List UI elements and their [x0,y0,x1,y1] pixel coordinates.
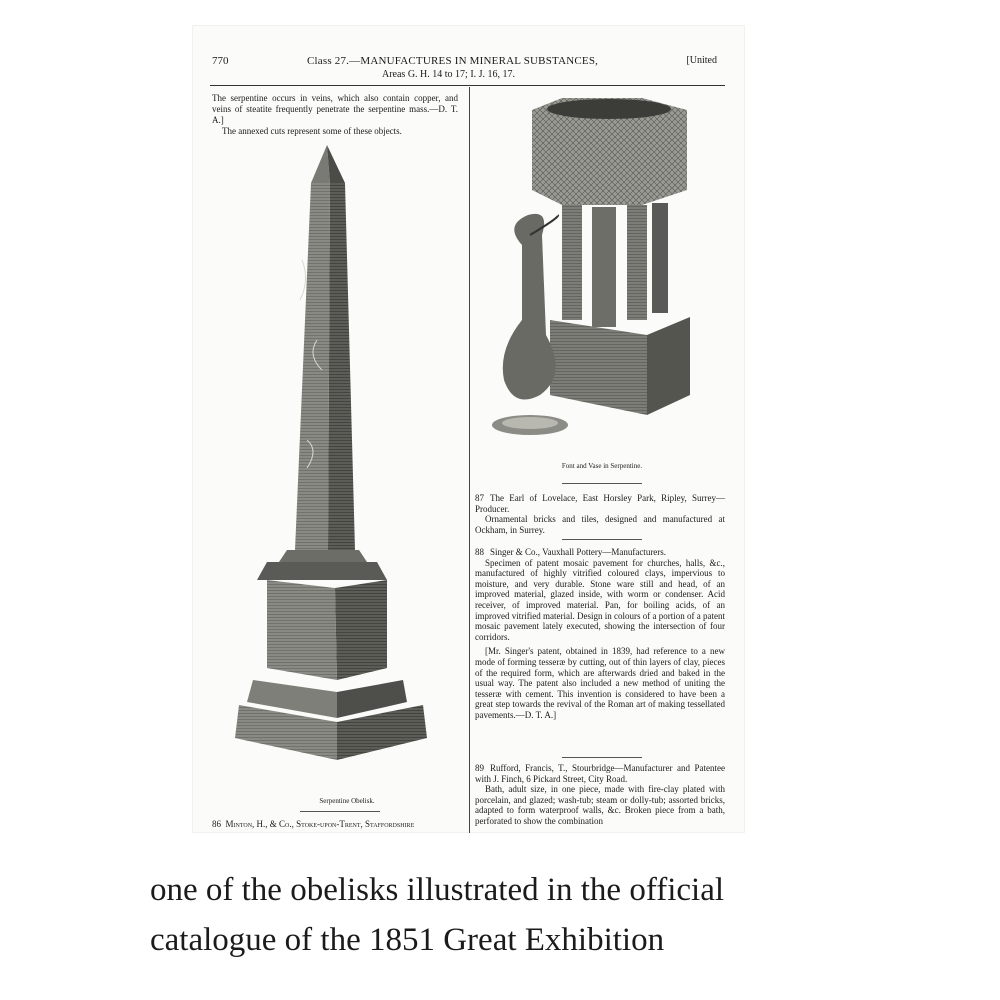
entry-86 [212,819,458,830]
entry-rule-88 [562,757,642,758]
intro-paragraph: The serpentine occurs in veins, which also contain copper, and veins of steatite frequently penetrate the serpentine mass.—D. T. A.] [212,93,458,125]
caption-line-2: catalogue of the 1851 Great Exhibition [150,922,665,958]
column-divider [469,87,470,833]
entry-86-number: 86 [212,819,221,829]
entry-88-number: 88 [475,547,484,557]
entry-89-number: 89 [475,763,484,773]
header-rule [210,85,725,86]
obelisk-caption: Serpentine Obelisk. [319,797,375,805]
running-head: Class 27.—MANUFACTURES IN MINERAL SUBSTANCES, [307,55,599,67]
entry-87-number: 87 [475,493,484,503]
obelisk-illustration [227,140,457,780]
font-and-vase-illustration [492,95,722,455]
caption-line-1: one of the obelisks illustrated in the official [150,872,725,908]
caption-rule-right [562,483,642,484]
running-head-sub: Areas G. H. 14 to 17; I. J. 16, 17. [382,69,516,80]
running-head-right: [United [686,55,717,66]
catalogue-page [192,25,745,833]
entry-87-body: Ornamental bricks and tiles, designed and manufactured at Ockham, in Surrey. [475,514,725,535]
caption-rule-left [300,811,380,812]
entry-87-head: The Earl of Lovelace, East Horsley Park, Ripley, Surrey—Producer. [475,493,725,514]
entry-89-body: Bath, adult size, in one piece, made with fire-clay plated with porcelain, and glazed; wash-tub; steam or dolly-tub; assorted bricks, adapted to form waterproof walls, &c. Broken piece from a bath, perforated to show the combination [475,784,725,826]
image-caption [150,865,910,965]
left-column-text [212,93,458,137]
entry-87 [475,493,725,535]
entry-86-text: Minton, H., & Co., Stoke-upon-Trent, Staffordshire [225,819,415,829]
font-vase-caption: Font and Vase in Serpentine. [561,462,643,470]
entry-rule-87 [562,539,642,540]
entry-88-head: Singer & Co., Vauxhall Pottery—Manufacturers. [490,547,667,557]
entry-88-note: [Mr. Singer's patent, obtained in 1839, had reference to a new mode of forming tesseræ by cutting, out of thin layers of clay, pieces of the required form, which are afterwards dried and baked in the usual way. The patent also included a new method of uniting the tesseræ with cement. This invention is considered to have been a great step towards the revival of the Roman art of making tessellated pavements.—D. T. A.] [475,646,725,720]
entry-89 [475,763,725,827]
intro-line: The annexed cuts represent some of these objects. [222,126,402,136]
entry-88 [475,547,725,721]
entry-88-body: Specimen of patent mosaic pavement for churches, halls, &c., manufactured of highly vitrified coloured clays, impervious to moisture, and very durable. Stone ware still and head, of an improved material, glazed inside, with worm or condenser. Acid receiver, of improved material. Pan, for boiling acids, of an improved vitrified material. Design in colours of a portion of a patent mosaic pavement lately executed, showing the intersection of four corridors. [475,557,725,642]
page-number: 770 [212,55,229,67]
entry-89-head: Rufford, Francis, T., Stourbridge—Manufacturer and Patentee with J. Finch, 6 Pickard Street, City Road. [475,763,725,784]
